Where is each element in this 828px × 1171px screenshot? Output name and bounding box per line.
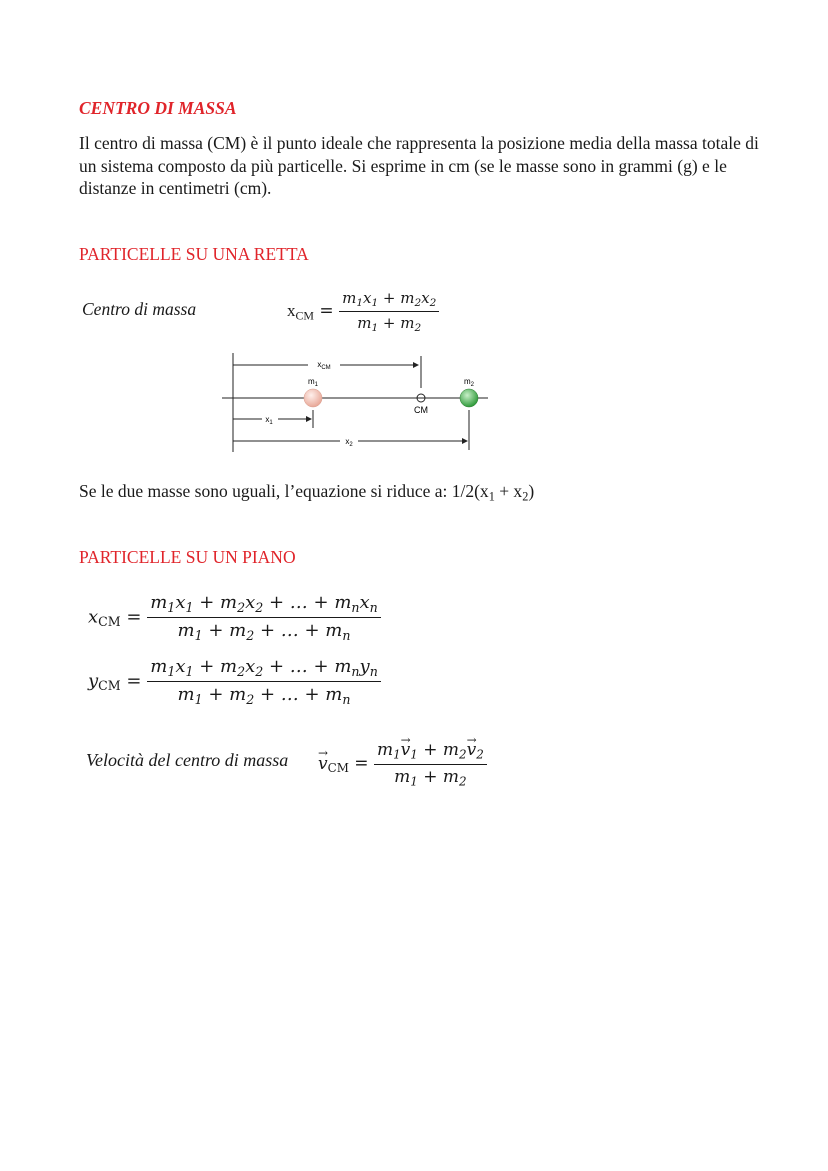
- center-of-mass-diagram: [218, 348, 498, 460]
- m1-label: $m_1$: [307, 377, 319, 388]
- m2-label: $m_2$: [463, 377, 475, 388]
- retta-formula-label: Centro di massa: [82, 299, 197, 319]
- intro-paragraph: Il centro di massa (CM) è il punto ideale che rappresenta la posizione media della massa totale di un sistema composto da più particelle. Si esprime in cm (se le masse sono in grammi (g) e le distanze in centimetri (cm).: [79, 133, 759, 198]
- formula-xcm-plane: $x_{CM}$ = $\frac{m_1x_1 + m_2x_2 + \dots + m_nx_n}{m_1 + m_2 + \dots + m_n}$: [88, 592, 381, 643]
- section-heading-piano: PARTICELLE SU UN PIANO: [79, 547, 296, 567]
- formula-ycm-plane: $y_{CM}$ = $\frac{m_1x_1 + m_2x_2 + \dots + m_ny_n}{m_1 + m_2 + \dots + m_n}$: [88, 656, 381, 707]
- xcm-label: $x_{CM}$: [317, 360, 331, 371]
- mass-2-ball: [460, 389, 478, 407]
- formula-vcm: → $v_{CM}$ = $\frac{m_1\to v_1 + m_2\to v_2}{m_1 + m_2}$: [318, 740, 487, 788]
- equal-masses-note: Se le due masse sono uguali, l’equazione si riduce a: $1/2(x_1 + x_2)$: [79, 481, 535, 504]
- x2-label: $x_2$: [345, 437, 353, 448]
- cm-label: CM: [414, 405, 428, 415]
- velocity-label: Velocità del centro di massa: [86, 750, 289, 770]
- page-title: CENTRO DI MASSA: [79, 98, 237, 118]
- formula-xcm-line: $x_{CM}$ = $\frac{m_1x_1 + m_2x_2}{m_1 + m_2}$: [287, 289, 439, 334]
- mass-1-ball: [304, 389, 322, 407]
- section-heading-retta: PARTICELLE SU UNA RETTA: [79, 244, 309, 264]
- x1-label: $x_1$: [265, 415, 273, 426]
